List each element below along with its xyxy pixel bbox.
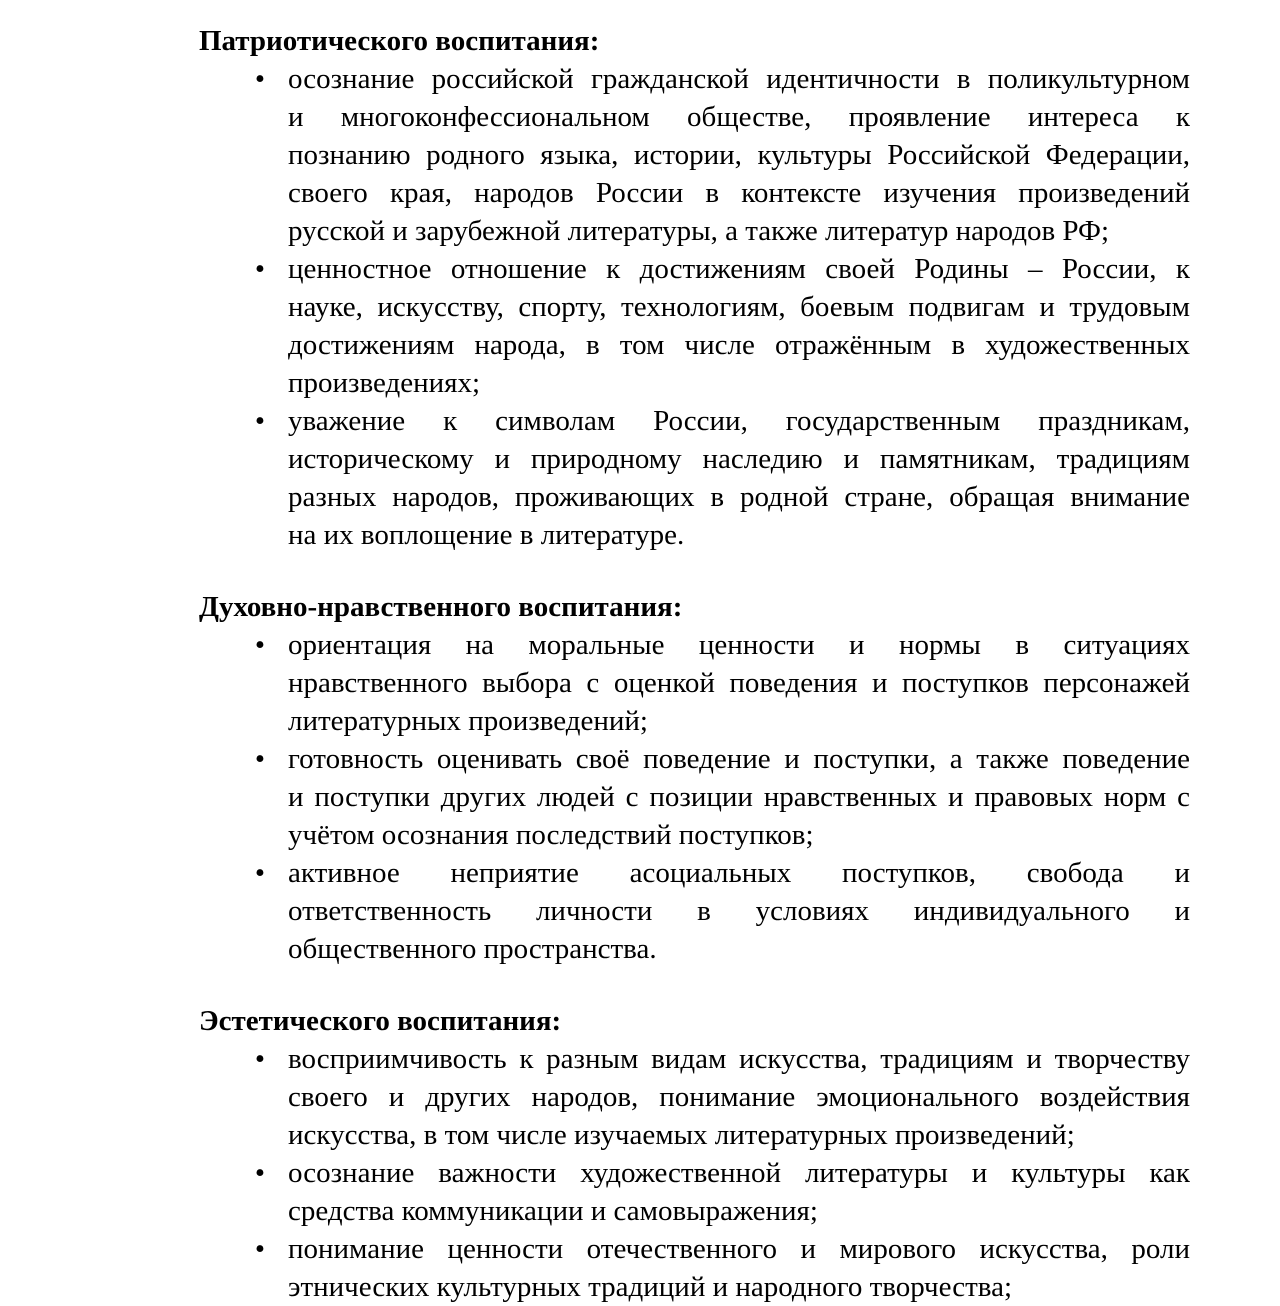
bullet-marker-icon: • <box>254 857 266 889</box>
text-line: своего и других народов, понимание эмоционального воздействия <box>288 1081 1190 1113</box>
section-heading: Эстетического воспитания: <box>199 1005 562 1037</box>
bullet-list <box>199 626 1190 968</box>
text-line: на их воплощение в литературе. <box>288 519 685 551</box>
text-line: искусства, в том числе изучаемых литературных произведений; <box>288 1119 1075 1151</box>
bullet-marker-icon: • <box>254 1157 266 1189</box>
text-line: своего края, народов России в контексте изучения произведений <box>288 177 1190 209</box>
list-item <box>254 854 1190 968</box>
list-item <box>254 626 1190 740</box>
bullet-marker-icon: • <box>254 1043 266 1075</box>
list-item <box>254 402 1190 554</box>
text-line: общественного пространства. <box>288 933 657 965</box>
bullet-marker-icon: • <box>254 253 266 285</box>
bullet-marker-icon: • <box>254 743 266 775</box>
text-line: средства коммуникации и самовыражения; <box>288 1195 818 1227</box>
bullet-marker-icon: • <box>254 63 266 95</box>
text-line: уважение к символам России, государственным праздникам, <box>288 405 1190 437</box>
text-line: познанию родного языка, истории, культуры Российской Федерации, <box>288 139 1190 171</box>
text-line: ответственность личности в условиях индивидуального и <box>288 895 1190 927</box>
list-item <box>254 60 1190 250</box>
text-line: учётом осознания последствий поступков; <box>288 819 814 851</box>
bullet-marker-icon: • <box>254 405 266 437</box>
list-item <box>254 1154 1190 1230</box>
text-line: ориентация на моральные ценности и нормы в ситуациях <box>288 629 1190 661</box>
text-line: русской и зарубежной литературы, а также литератур народов РФ; <box>288 215 1110 247</box>
bullet-list <box>199 1040 1190 1306</box>
section-heading: Патриотического воспитания: <box>199 25 600 57</box>
list-item <box>254 250 1190 402</box>
list-item <box>254 1040 1190 1154</box>
text-line: восприимчивость к разным видам искусства, традициям и творчеству <box>288 1043 1190 1075</box>
text-line: осознание российской гражданской идентичности в поликультурном <box>288 63 1190 95</box>
list-item <box>254 740 1190 854</box>
text-line: активное неприятие асоциальных поступков, свобода и <box>288 857 1190 889</box>
text-line: этнических культурных традиций и народного творчества; <box>288 1271 1013 1303</box>
text-line: осознание важности художественной литературы и культуры как <box>288 1157 1190 1189</box>
text-line: достижениям народа, в том числе отражённым в художественных <box>288 329 1190 361</box>
text-line: ценностное отношение к достижениям своей Родины – России, к <box>288 253 1190 285</box>
bullet-marker-icon: • <box>254 629 266 661</box>
bullet-marker-icon: • <box>254 1233 266 1265</box>
text-line: литературных произведений; <box>288 705 648 737</box>
section-0 <box>199 22 1190 554</box>
text-line: науке, искусству, спорту, технологиям, боевым подвигам и трудовым <box>288 291 1190 323</box>
text-line: понимание ценности отечественного и мирового искусства, роли <box>288 1233 1190 1265</box>
text-line: готовность оценивать своё поведение и поступки, а также поведение <box>288 743 1190 775</box>
section-1 <box>199 588 1190 968</box>
document-page <box>199 22 1190 1306</box>
bullet-list <box>199 60 1190 554</box>
text-line: историческому и природному наследию и памятникам, традициям <box>288 443 1190 475</box>
list-item <box>254 1230 1190 1306</box>
text-line: и многоконфессиональном обществе, проявление интереса к <box>288 101 1190 133</box>
text-line: разных народов, проживающих в родной стране, обращая внимание <box>288 481 1190 513</box>
text-line: и поступки других людей с позиции нравственных и правовых норм с <box>288 781 1190 813</box>
section-2 <box>199 1002 1190 1306</box>
section-heading: Духовно-нравственного воспитания: <box>199 591 683 623</box>
text-line: произведениях; <box>288 367 481 399</box>
text-line: нравственного выбора с оценкой поведения и поступков персонажей <box>288 667 1190 699</box>
